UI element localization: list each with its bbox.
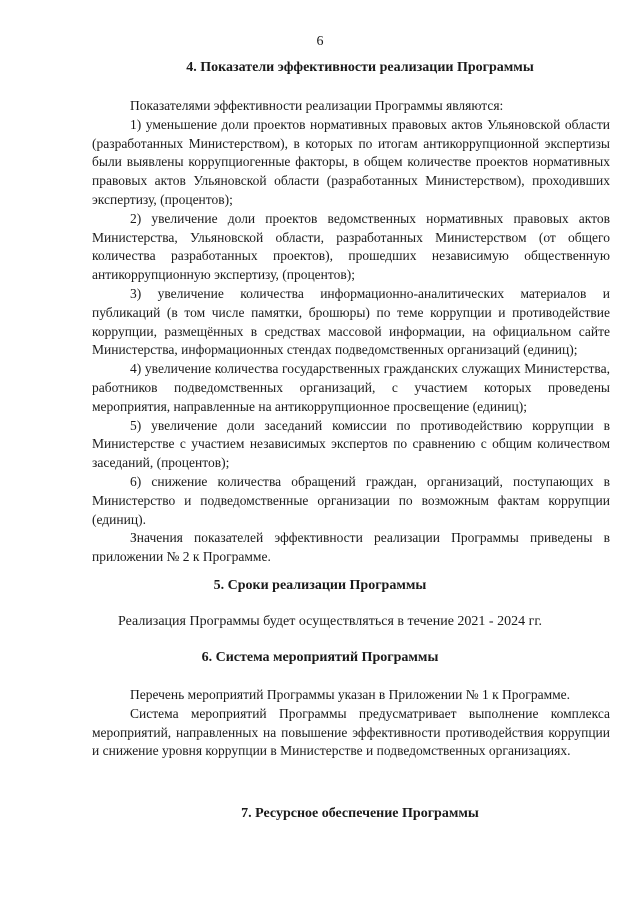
section-4-body xyxy=(92,97,610,567)
section-6-heading: 6. Система мероприятий Программы xyxy=(201,650,439,665)
section-4-intro: Показателями эффективности реализации Программы являются: xyxy=(130,98,504,113)
section-4-closing: Значения показателей эффективности реализации Программы приведены в приложении № 2 к Программе. xyxy=(92,530,610,565)
indicator-item-4: 4) увеличение количества государственных гражданских служащих Министерства, работников подведомственных организаций, с участием которых проведены мероприятия, направленные на антикоррупционное просвещение (единиц); xyxy=(92,361,610,414)
indicator-item-3: 3) увеличение количества информационно-аналитических материалов и публикаций (в том числе памятки, брошюры) по теме коррупции и противодействие коррупции, размещённых в средствах массовой информации, на официальном сайте Министерства, информационных стендах подведомственных организаций (единиц); xyxy=(92,285,610,358)
section-6-paragraph-2: Система мероприятий Программы предусматривает выполнение комплекса мероприятий, направленных на повышение эффективности противодействия коррупции и снижение уровня коррупции в Министерстве и подведомственных организациях. xyxy=(92,705,610,759)
section-7-heading: 7. Ресурсное обеспечение Программы xyxy=(241,806,479,821)
section-6-paragraph-1: Перечень мероприятий Программы указан в Приложении № 1 к Программе. xyxy=(130,687,571,702)
indicator-item-5: 5) увеличение доли заседаний комиссии по противодействию коррупции в Министерстве с участием независимых экспертов по сравнению с общим количеством заседаний, (процентов); xyxy=(92,417,610,471)
indicator-item-6: 6) снижение количества обращений граждан, организаций, поступающих в Министерство и подведомственные организации по возможным фактам коррупции (единиц). xyxy=(92,473,610,527)
indicator-item-2: 2) увеличение доли проектов ведомственных нормативных правовых актов Министерства, Ульяновской области, разработанных Министерством (от общего количества разработанных проектов), прошедших независимую общественную антикоррупционную экспертизу, (процентов); xyxy=(92,210,610,283)
section-5-text: Реализация Программы будет осуществляться в течение 2021 - 2024 гг. xyxy=(118,614,542,629)
section-4-heading: 4. Показатели эффективности реализации Программы xyxy=(186,60,534,75)
section-6-body xyxy=(92,686,610,761)
indicator-item-1: 1) уменьшение доли проектов нормативных правовых актов Ульяновской области (разработанных Министерством), в которых по итогам антикоррупционной экспертизы были выявлены коррупциогенные факторы, в общем количестве проектов нормативных правовых актов Ульяновской области (разработанных Министерством), проходивших экспертизу, (процентов); xyxy=(92,116,610,207)
page-number: 6 xyxy=(316,34,324,49)
section-5-heading: 5. Сроки реализации Программы xyxy=(213,578,427,593)
